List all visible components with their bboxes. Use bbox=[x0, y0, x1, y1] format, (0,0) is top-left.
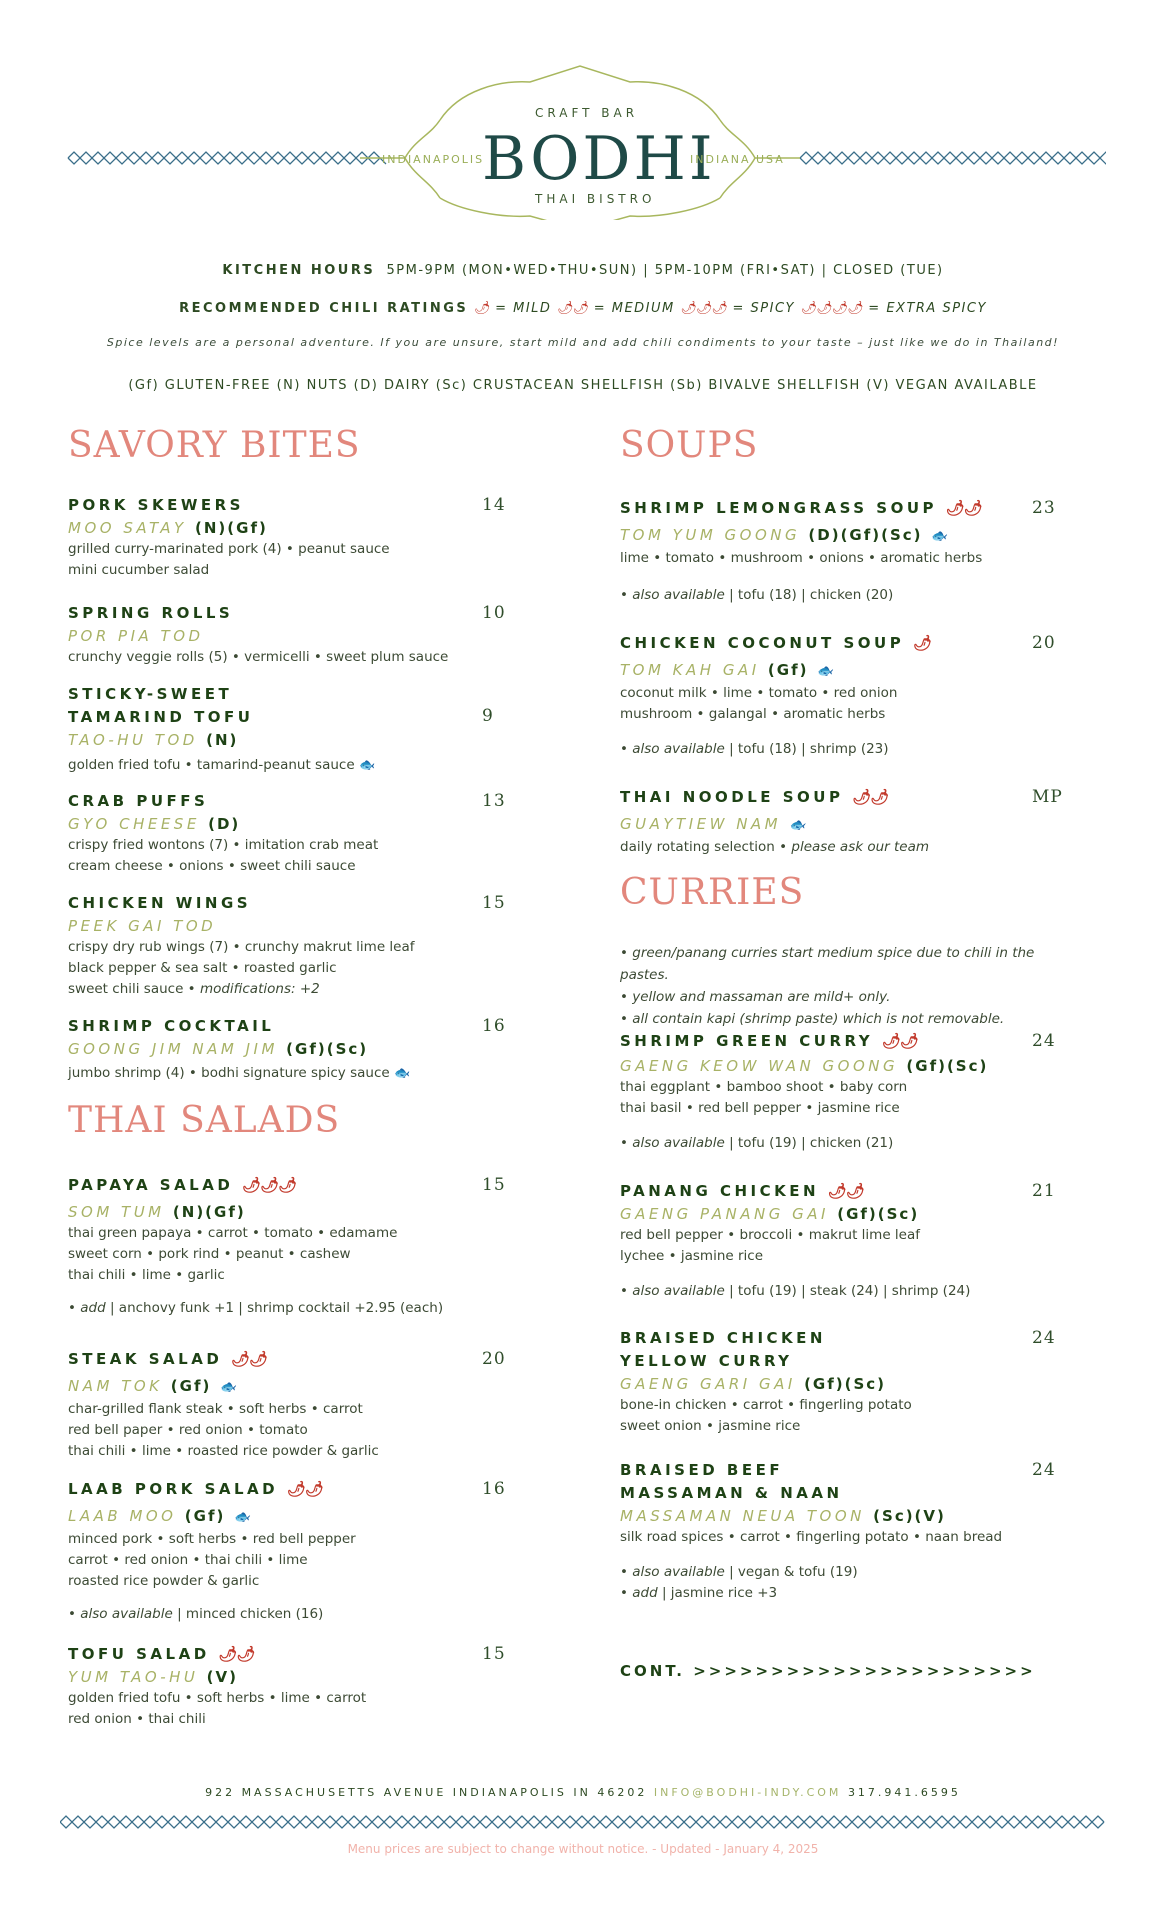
item-name: STEAK SALAD bbox=[68, 1350, 223, 1368]
footer-divider bbox=[60, 1814, 1106, 1830]
kitchen-hours-label: KITCHEN HOURS bbox=[222, 263, 376, 278]
chili-pepper-icon: 🌶🌶🌶 bbox=[680, 301, 727, 316]
footer-update-note: Menu prices are subject to change without notice. - Updated - January 4, 2025 bbox=[347, 1842, 819, 1856]
curry-notes bbox=[620, 942, 1080, 1030]
item-extra-label: • also available bbox=[620, 1283, 725, 1299]
item-description: mushroom • galangal • aromatic herbs bbox=[620, 706, 886, 722]
item-name: STICKY-SWEET bbox=[68, 685, 233, 703]
menu-item bbox=[68, 1015, 508, 1084]
chili-pepper-icon: 🌶🌶 bbox=[881, 1032, 918, 1050]
item-description: jumbo shrimp (4) • bodhi signature spicy sauce bbox=[68, 1065, 390, 1081]
item-name: SPRING ROLLS bbox=[68, 604, 234, 622]
item-thai-name: GOONG JIM NAM JIM bbox=[68, 1040, 278, 1058]
menu-item bbox=[620, 1180, 1040, 1302]
fish-icon: 🐟 bbox=[789, 818, 810, 833]
chili-medium: = MEDIUM bbox=[593, 301, 675, 316]
item-name: LAAB PORK SALAD bbox=[68, 1480, 279, 1498]
chili-pepper-icon: 🌶🌶 bbox=[557, 301, 589, 316]
fish-icon: 🐟 bbox=[393, 1066, 411, 1081]
item-tags: (N) bbox=[206, 731, 239, 749]
item-tags: (Gf) bbox=[184, 1507, 226, 1525]
item-thai-name: GAENG GARI GAI bbox=[620, 1375, 796, 1393]
item-name: PAPAYA SALAD bbox=[68, 1176, 234, 1194]
section-title-curries: CURRIES bbox=[620, 872, 805, 913]
item-description: red bell paper • red onion • tomato bbox=[68, 1422, 308, 1438]
section-title-salads: THAI SALADS bbox=[68, 1100, 341, 1141]
menu-item bbox=[68, 1348, 508, 1462]
chili-pepper-icon: 🌶🌶 bbox=[945, 499, 982, 517]
item-price: 21 bbox=[1032, 1181, 1056, 1201]
menu-item bbox=[620, 1459, 1060, 1604]
item-extra-label: • also available bbox=[620, 1135, 725, 1151]
item-tags: (Gf)(Sc) bbox=[906, 1057, 989, 1075]
item-thai-name: POR PIA TOD bbox=[68, 627, 204, 645]
item-thai-name: TOM YUM GOONG bbox=[620, 526, 801, 544]
fish-icon: 🐟 bbox=[233, 1510, 254, 1525]
item-description: lychee • jasmine rice bbox=[620, 1248, 764, 1264]
item-price: 23 bbox=[1032, 498, 1056, 518]
phone: 317.941.6595 bbox=[847, 1786, 961, 1799]
item-name: MASSAMAN & NAAN bbox=[620, 1484, 843, 1502]
item-price: 15 bbox=[482, 1644, 506, 1664]
item-description: carrot • red onion • thai chili • lime bbox=[68, 1552, 308, 1568]
item-modifications: modifications: +2 bbox=[199, 981, 320, 997]
item-description: thai chili • lime • garlic bbox=[68, 1267, 225, 1283]
item-extra-label: • add bbox=[620, 1585, 658, 1601]
item-thai-name: GUAYTIEW NAM bbox=[620, 815, 782, 833]
menu-item bbox=[68, 790, 508, 877]
item-description: crispy fried wontons (7) • imitation crab meat bbox=[68, 837, 379, 853]
item-extra-label: • also available bbox=[620, 587, 725, 603]
item-name: CHICKEN COCONUT SOUP bbox=[620, 634, 905, 652]
chili-pepper-icon: 🌶🌶🌶 bbox=[242, 1176, 297, 1194]
chili-pepper-icon: 🌶🌶 bbox=[827, 1182, 864, 1200]
item-thai-name: NAM TOK bbox=[68, 1377, 163, 1395]
item-price: 24 bbox=[1032, 1328, 1056, 1348]
item-price: 15 bbox=[482, 1175, 506, 1195]
chili-pepper-icon: 🌶🌶 bbox=[286, 1480, 323, 1498]
curry-note: • yellow and massaman are mild+ only. bbox=[620, 989, 891, 1005]
item-price: 24 bbox=[1032, 1460, 1056, 1480]
chili-pepper-icon: 🌶🌶 bbox=[231, 1350, 268, 1368]
item-description: thai eggplant • bamboo shoot • baby corn bbox=[620, 1079, 908, 1095]
item-price: 15 bbox=[482, 893, 506, 913]
item-description: mini cucumber salad bbox=[68, 562, 210, 578]
item-extra: | minced chicken (16) bbox=[172, 1606, 324, 1622]
item-extra: | vegan & tofu (19) bbox=[724, 1564, 858, 1580]
item-thai-name: TAO-HU TOD bbox=[68, 731, 198, 749]
item-thai-name: SOM TUM bbox=[68, 1203, 165, 1221]
logo-craft-bar: CRAFT BAR bbox=[535, 106, 639, 120]
item-thai-name: MASSAMAN NEUA TOON bbox=[620, 1507, 865, 1525]
email-link[interactable]: INFO@BODHI-INDY.COM bbox=[653, 1786, 842, 1799]
chili-ratings-label: RECOMMENDED CHILI RATINGS bbox=[179, 301, 469, 316]
continued-label: CONT. >>>>>>>>>>>>>>>>>>>>>> bbox=[620, 1662, 1036, 1680]
item-price: 24 bbox=[1032, 1031, 1056, 1051]
chili-pepper-icon: 🌶🌶🌶🌶 bbox=[800, 301, 863, 316]
fish-icon: 🐟 bbox=[219, 1380, 240, 1395]
logo-thai-bistro: THAI BISTRO bbox=[535, 192, 656, 206]
item-tags: (Gf)(Sc) bbox=[286, 1040, 369, 1058]
item-tags: (Gf) bbox=[767, 661, 809, 679]
item-description: thai green papaya • carrot • tomato • edamame bbox=[68, 1225, 398, 1241]
item-note: please ask our team bbox=[791, 839, 930, 855]
chili-pepper-icon: 🌶🌶 bbox=[852, 788, 889, 806]
item-name: BRAISED BEEF bbox=[620, 1461, 784, 1479]
section-title-savory: SAVORY BITES bbox=[68, 425, 361, 466]
item-description: minced pork • soft herbs • red bell pepper bbox=[68, 1531, 356, 1547]
item-thai-name: YUM TAO-HU bbox=[68, 1668, 199, 1686]
item-description: crispy dry rub wings (7) • crunchy makrut lime leaf bbox=[68, 939, 415, 955]
kitchen-hours bbox=[0, 263, 1166, 278]
item-description: sweet corn • pork rind • peanut • cashew bbox=[68, 1246, 351, 1262]
item-tags: (D)(Gf)(Sc) bbox=[808, 526, 923, 544]
item-extra: | tofu (19) | steak (24) | shrimp (24) bbox=[724, 1283, 971, 1299]
item-description: red bell pepper • broccoli • makrut lime leaf bbox=[620, 1227, 920, 1243]
item-thai-name: TOM KAH GAI bbox=[620, 661, 760, 679]
fish-icon: 🐟 bbox=[930, 529, 951, 544]
chili-extra: = EXTRA SPICY bbox=[868, 301, 987, 316]
menu-item bbox=[620, 1327, 1040, 1437]
item-description: thai chili • lime • roasted rice powder & garlic bbox=[68, 1443, 379, 1459]
item-name: CHICKEN WINGS bbox=[68, 894, 252, 912]
item-extra: | tofu (18) | chicken (20) bbox=[724, 587, 894, 603]
item-price: 14 bbox=[482, 495, 506, 515]
item-name: PANANG CHICKEN bbox=[620, 1182, 820, 1200]
item-description: lime • tomato • mushroom • onions • aromatic herbs bbox=[620, 550, 983, 566]
menu-item bbox=[68, 1174, 508, 1319]
item-name: TOFU SALAD bbox=[68, 1645, 210, 1663]
item-description: black pepper & sea salt • roasted garlic bbox=[68, 960, 337, 976]
item-price: 16 bbox=[482, 1479, 506, 1499]
item-thai-name: PEEK GAI TOD bbox=[68, 917, 217, 935]
item-description: golden fried tofu • tamarind-peanut sauce bbox=[68, 757, 355, 773]
logo-state: INDIANA USA bbox=[690, 153, 785, 166]
item-price: 20 bbox=[482, 1349, 506, 1369]
chili-spicy: = SPICY bbox=[732, 301, 795, 316]
item-thai-name: GYO CHEESE bbox=[68, 815, 200, 833]
item-tags: (V) bbox=[206, 1668, 238, 1686]
menu-item bbox=[620, 632, 1040, 760]
allergen-legend: (Gf) GLUTEN-FREE (N) NUTS (D) DAIRY (Sc) CRUSTACEAN SHELLFISH (Sb) BIVALVE SHELLFISH (V) VEGAN AVAILABLE bbox=[128, 378, 1038, 393]
menu-item bbox=[68, 683, 508, 776]
item-price: 10 bbox=[482, 603, 506, 623]
item-extra: | jasmine rice +3 bbox=[657, 1585, 778, 1601]
item-tags: (Sc)(V) bbox=[873, 1507, 946, 1525]
item-tags: (D) bbox=[208, 815, 241, 833]
chili-pepper-icon: 🌶 bbox=[912, 634, 932, 652]
item-description: thai basil • red bell pepper • jasmine rice bbox=[620, 1100, 900, 1116]
address: 922 MASSACHUSETTS AVENUE INDIANAPOLIS IN 46202 bbox=[205, 1786, 648, 1799]
logo-wordmark: BODHI bbox=[482, 124, 716, 194]
item-tags: (N)(Gf) bbox=[172, 1203, 246, 1221]
item-thai-name: LAAB MOO bbox=[68, 1507, 177, 1525]
section-title-soups: SOUPS bbox=[620, 425, 759, 466]
item-tags: (Gf)(Sc) bbox=[837, 1205, 920, 1223]
item-extra: | tofu (19) | chicken (21) bbox=[724, 1135, 894, 1151]
item-price: 9 bbox=[482, 706, 494, 726]
item-description: char-grilled flank steak • soft herbs • carrot bbox=[68, 1401, 363, 1417]
item-extra: | tofu (18) | shrimp (23) bbox=[724, 741, 889, 757]
item-description: golden fried tofu • soft herbs • lime • carrot bbox=[68, 1690, 367, 1706]
kitchen-hours-value: 5PM-9PM (MON•WED•THU•SUN) | 5PM-10PM (FRI•SAT) | CLOSED (TUE) bbox=[386, 263, 944, 278]
footer-address bbox=[0, 1786, 1166, 1799]
item-tags: (Gf)(Sc) bbox=[804, 1375, 887, 1393]
item-price: 20 bbox=[1032, 633, 1056, 653]
item-description: cream cheese • onions • sweet chili sauce bbox=[68, 858, 356, 874]
chili-pepper-icon: 🌶 bbox=[473, 301, 490, 316]
item-name: THAI NOODLE SOUP bbox=[620, 788, 844, 806]
item-extra-label: • also available bbox=[68, 1606, 173, 1622]
item-description: silk road spices • carrot • fingerling potato • naan bread bbox=[620, 1529, 1003, 1545]
menu-item bbox=[68, 602, 508, 668]
curry-note: • green/panang curries start medium spice due to chili in the pastes. bbox=[620, 945, 1035, 983]
item-thai-name: GAENG PANANG GAI bbox=[620, 1205, 829, 1223]
menu-item bbox=[620, 786, 1040, 858]
item-name: CRAB PUFFS bbox=[68, 792, 209, 810]
item-description: coconut milk • lime • tomato • red onion bbox=[620, 685, 898, 701]
menu-item bbox=[68, 1643, 508, 1730]
menu-item bbox=[68, 892, 508, 1000]
item-price: MP bbox=[1032, 787, 1063, 807]
item-description: daily rotating selection • bbox=[620, 839, 792, 855]
item-thai-name: GAENG KEOW WAN GOONG bbox=[620, 1057, 899, 1075]
item-description: crunchy veggie rolls (5) • vermicelli • sweet plum sauce bbox=[68, 649, 449, 665]
chili-ratings bbox=[0, 301, 1166, 316]
curry-note: • all contain kapi (shrimp paste) which is not removable. bbox=[620, 1011, 1005, 1027]
chili-mild: = MILD bbox=[495, 301, 552, 316]
chili-pepper-icon: 🌶🌶 bbox=[218, 1645, 255, 1663]
item-thai-name: MOO SATAY bbox=[68, 519, 187, 537]
item-price: 13 bbox=[482, 791, 506, 811]
item-extra: | anchovy funk +1 | shrimp cocktail +2.95 (each) bbox=[105, 1300, 444, 1316]
menu-item bbox=[620, 497, 1040, 606]
item-tags: (N)(Gf) bbox=[195, 519, 268, 537]
item-description: sweet onion • jasmine rice bbox=[620, 1418, 801, 1434]
item-description: sweet chili sauce • bbox=[68, 981, 200, 997]
item-description: red onion • thai chili bbox=[68, 1711, 206, 1727]
item-name: SHRIMP LEMONGRASS SOUP bbox=[620, 499, 938, 517]
item-tags: (Gf) bbox=[170, 1377, 212, 1395]
item-name: SHRIMP COCKTAIL bbox=[68, 1017, 275, 1035]
item-name: BRAISED CHICKEN bbox=[620, 1329, 826, 1347]
fish-icon: 🐟 bbox=[816, 664, 837, 679]
spice-note: Spice levels are a personal adventure. If you are unsure, start mild and add chili condiments to your taste – just like we do in Thailand! bbox=[106, 336, 1060, 349]
item-name: SHRIMP GREEN CURRY bbox=[620, 1032, 874, 1050]
fish-icon: 🐟 bbox=[358, 758, 376, 773]
menu-item bbox=[68, 1478, 508, 1625]
logo-city: INDIANAPOLIS bbox=[382, 153, 485, 166]
item-name: TAMARIND TOFU bbox=[68, 708, 254, 726]
item-extra-label: • also available bbox=[620, 1564, 725, 1580]
item-description: roasted rice powder & garlic bbox=[68, 1573, 260, 1589]
item-extra-label: • also available bbox=[620, 741, 725, 757]
item-description: grilled curry-marinated pork (4) • peanut sauce bbox=[68, 541, 390, 557]
item-extra-label: • add bbox=[68, 1300, 106, 1316]
menu-item bbox=[68, 494, 508, 581]
item-price: 16 bbox=[482, 1016, 506, 1036]
item-name: YELLOW CURRY bbox=[620, 1352, 793, 1370]
item-description: bone-in chicken • carrot • fingerling potato bbox=[620, 1397, 912, 1413]
item-name: PORK SKEWERS bbox=[68, 496, 244, 514]
menu-item bbox=[620, 1030, 1040, 1154]
